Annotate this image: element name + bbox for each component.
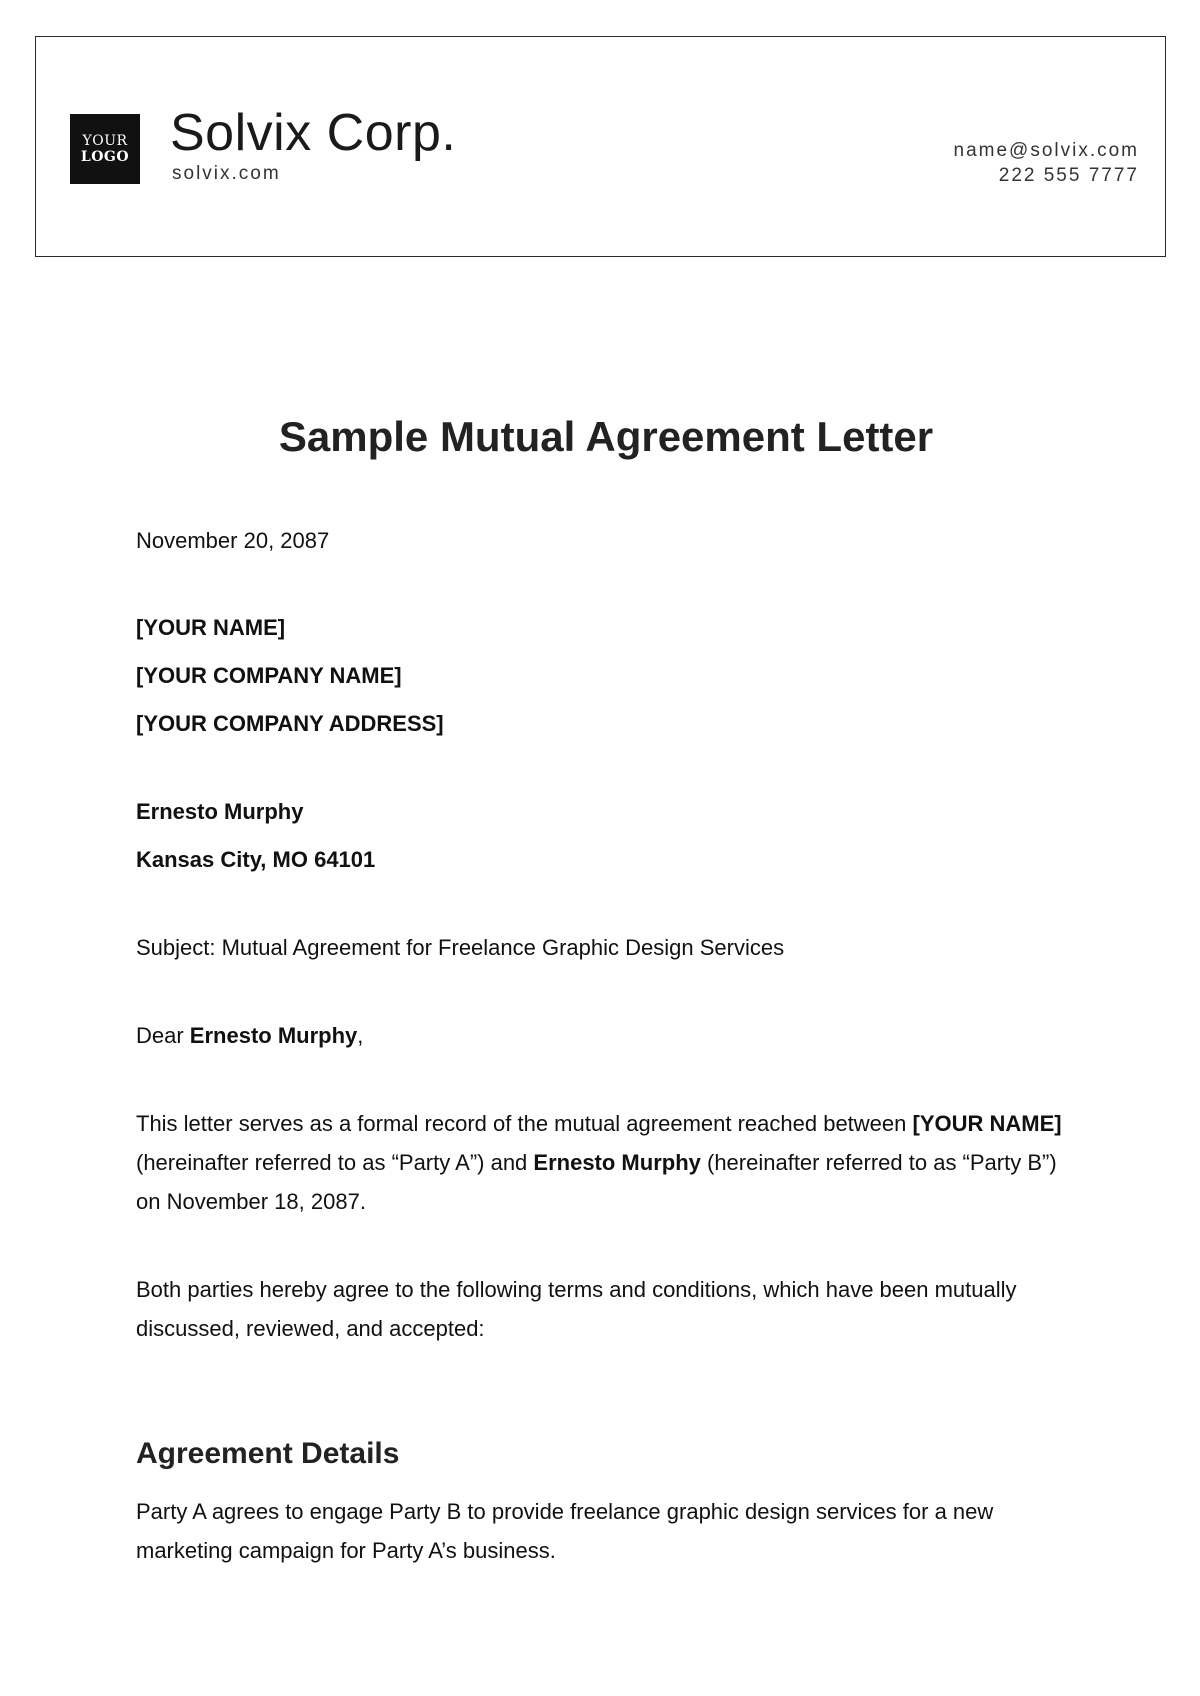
section-heading: Agreement Details xyxy=(136,1437,400,1470)
company-logo xyxy=(70,114,140,184)
company-name: Solvix Corp. xyxy=(170,104,457,162)
logo-line-1: YOUR xyxy=(82,132,128,149)
sender-address: [YOUR COMPANY ADDRESS] xyxy=(136,711,444,736)
letter-date: November 20, 2087 xyxy=(136,528,330,553)
intro-part-3: (hereinafter referred to as “Party B”) on November 18, 2087. xyxy=(136,1150,1057,1214)
salutation-suffix: , xyxy=(357,1023,364,1048)
intro-part-1: This letter serves as a formal record of the mutual agreement reached between xyxy=(136,1111,913,1136)
salutation xyxy=(136,1016,1076,1055)
recipient-city: Kansas City, MO 64101 xyxy=(136,847,376,872)
intro-paragraph xyxy=(136,1104,1076,1221)
logo-line-2: LOGO xyxy=(80,149,130,165)
sender-company: [YOUR COMPANY NAME] xyxy=(136,663,402,688)
contact-phone: 222 555 7777 xyxy=(998,165,1139,186)
intro-part-2: (hereinafter referred to as “Party A”) and xyxy=(136,1150,534,1175)
subject-line: Subject: Mutual Agreement for Freelance Graphic Design Services xyxy=(136,935,785,960)
party-a-name: [YOUR NAME] xyxy=(912,1111,1062,1136)
letterhead xyxy=(35,36,1166,257)
salutation-name: Ernesto Murphy xyxy=(189,1023,358,1048)
company-website: solvix.com xyxy=(172,163,281,184)
salutation-prefix: Dear xyxy=(136,1023,190,1048)
party-b-name: Ernesto Murphy xyxy=(533,1150,701,1175)
terms-paragraph: Both parties hereby agree to the following terms and conditions, which have been mutually discussed, reviewed, and accepted: xyxy=(136,1277,1017,1341)
section-paragraph: Party A agrees to engage Party B to provide freelance graphic design services for a new marketing campaign for Party A’s business. xyxy=(136,1499,994,1563)
contact-email: name@solvix.com xyxy=(953,140,1139,161)
sender-name: [YOUR NAME] xyxy=(136,615,286,640)
recipient-name: Ernesto Murphy xyxy=(136,799,304,824)
contact-info xyxy=(954,138,1140,188)
document-title: Sample Mutual Agreement Letter xyxy=(278,413,934,460)
